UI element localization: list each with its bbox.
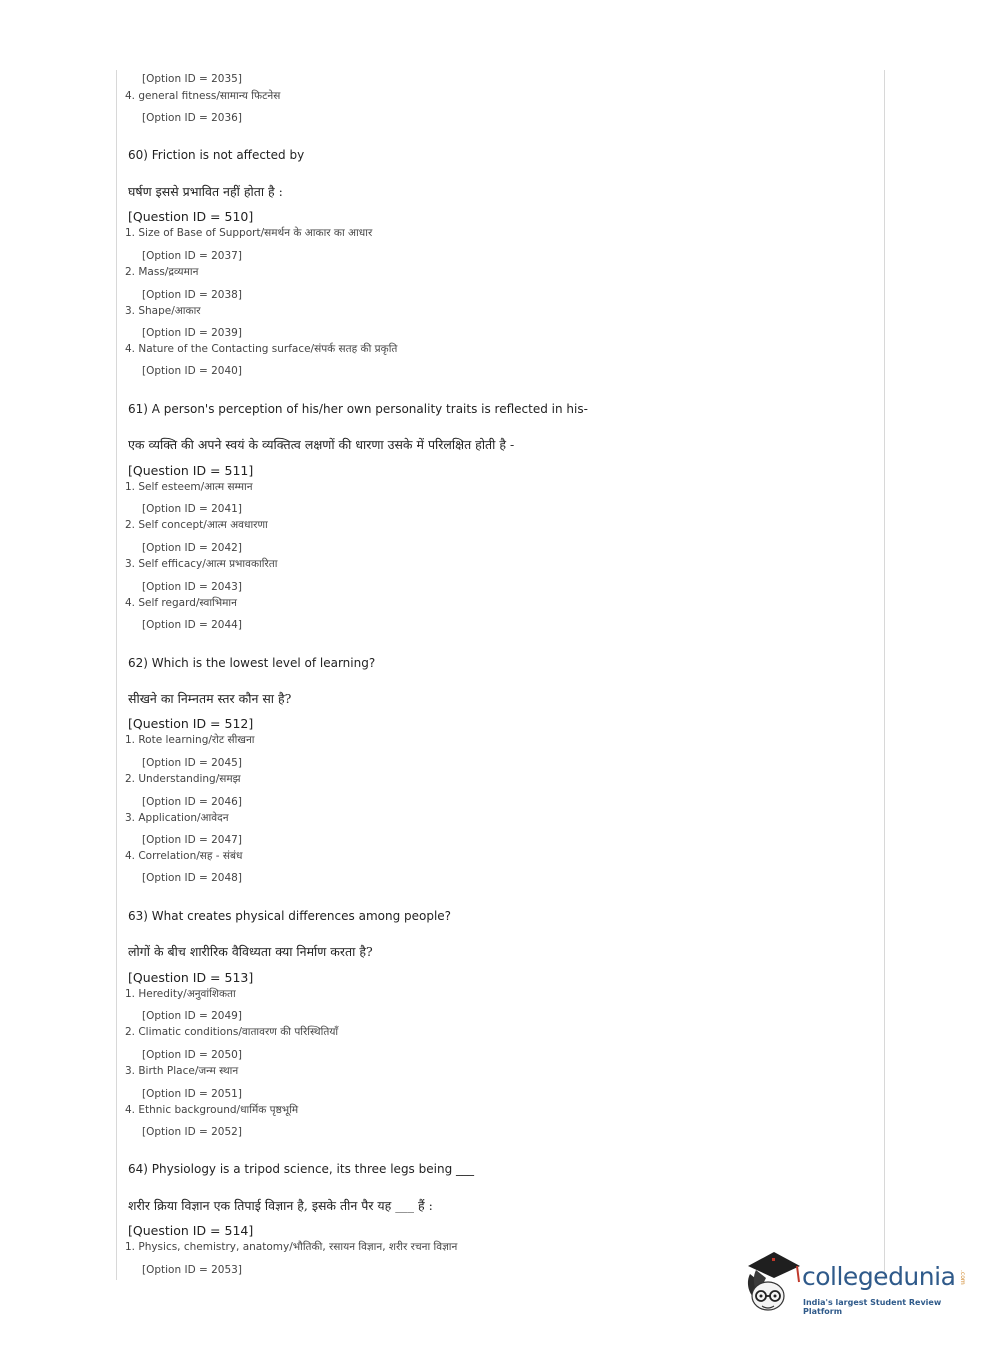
option-id: [Option ID = 2035]: [142, 73, 242, 85]
question-text-hindi: घर्षण इससे प्रभावित नहीं होता है :: [128, 184, 283, 199]
option-id: [Option ID = 2039]: [142, 327, 242, 339]
question-text: 61) A person's perception of his/her own personality traits is reflected in his-: [128, 402, 588, 416]
option-id: [Option ID = 2040]: [142, 365, 242, 377]
answer-option: 4. general fitness/सामान्य फिटनेस: [125, 90, 281, 102]
option-id: [Option ID = 2050]: [142, 1049, 242, 1061]
question-text-hindi: एक व्यक्ति की अपने स्वयं के व्यक्तित्व लक्षणों की धारणा उसके में परिलक्षित होती है -: [128, 437, 515, 452]
option-id: [Option ID = 2051]: [142, 1088, 242, 1100]
option-id: [Option ID = 2043]: [142, 581, 242, 593]
option-id: [Option ID = 2053]: [142, 1264, 242, 1276]
question-id: [Question ID = 510]: [128, 209, 254, 224]
answer-option: 3. Application/आवेदन: [125, 812, 229, 824]
option-id: [Option ID = 2037]: [142, 250, 242, 262]
question-text-hindi: शरीर क्रिया विज्ञान एक तिपाई विज्ञान है, इसके तीन पैर यह ___ हैं :: [128, 1198, 433, 1213]
answer-option: 2. Understanding/समझ: [125, 773, 241, 785]
question-text: 62) Which is the lowest level of learning?: [128, 656, 376, 670]
answer-option: 4. Self regard/स्वाभिमान: [125, 597, 237, 609]
option-id: [Option ID = 2038]: [142, 289, 242, 301]
answer-option: 4. Ethnic background/धार्मिक पृष्ठभूमि: [125, 1104, 299, 1116]
question-id: [Question ID = 511]: [128, 463, 254, 478]
answer-option: 4. Nature of the Contacting surface/संपर्क सतह की प्रकृति: [125, 343, 398, 355]
question-text-hindi: लोगों के बीच शारीरिक वैविध्यता क्या निर्माण करता है?: [128, 944, 373, 959]
option-id: [Option ID = 2049]: [142, 1010, 242, 1022]
answer-option: 3. Shape/आकार: [125, 305, 201, 317]
option-id: [Option ID = 2044]: [142, 619, 242, 631]
question-text-hindi: सीखने का निम्नतम स्तर कौन सा है?: [128, 691, 292, 706]
collegedunia-logo: [742, 1248, 967, 1320]
option-id: [Option ID = 2045]: [142, 757, 242, 769]
answer-option: 4. Correlation/सह - संबंध: [125, 850, 243, 862]
option-id: [Option ID = 2042]: [142, 542, 242, 554]
answer-option: 1. Heredity/अनुवांशिकता: [125, 988, 236, 1000]
logo-tagline: India's largest Student Review Platform: [803, 1298, 942, 1316]
question-id: [Question ID = 513]: [128, 970, 254, 985]
answer-option: 2. Climatic conditions/वातावरण की परिस्थितियाँ: [125, 1026, 339, 1038]
option-id: [Option ID = 2047]: [142, 834, 242, 846]
option-id: [Option ID = 2046]: [142, 796, 242, 808]
option-id: [Option ID = 2048]: [142, 872, 242, 884]
question-id: [Question ID = 514]: [128, 1223, 254, 1238]
answer-option: 2. Self concept/आत्म अवधारणा: [125, 519, 268, 531]
logo-wordmark: collegedunia: [802, 1262, 956, 1291]
answer-option: 1. Physics, chemistry, anatomy/भौतिकी, रसायन विज्ञान, शरीर रचना विज्ञान: [125, 1241, 458, 1253]
logo-domain-suffix: .com: [959, 1270, 966, 1285]
option-id: [Option ID = 2036]: [142, 112, 242, 124]
question-id: [Question ID = 512]: [128, 716, 254, 731]
mascot-logo-icon: [742, 1248, 804, 1320]
question-text: 60) Friction is not affected by: [128, 148, 305, 162]
answer-option: 1. Size of Base of Support/समर्थन के आकार का आधार: [125, 227, 373, 239]
answer-option: 2. Mass/द्रव्यमान: [125, 266, 199, 278]
answer-option: 1. Self esteem/आत्म सम्मान: [125, 481, 253, 493]
question-text: 63) What creates physical differences among people?: [128, 909, 452, 923]
question-text: 64) Physiology is a tripod science, its three legs being ___: [128, 1162, 474, 1176]
option-id: [Option ID = 2052]: [142, 1126, 242, 1138]
answer-option: 3. Self efficacy/आत्म प्रभावकारिता: [125, 558, 278, 570]
option-id: [Option ID = 2041]: [142, 503, 242, 515]
answer-option: 1. Rote learning/रोट सीखना: [125, 734, 255, 746]
answer-option: 3. Birth Place/जन्म स्थान: [125, 1065, 239, 1077]
